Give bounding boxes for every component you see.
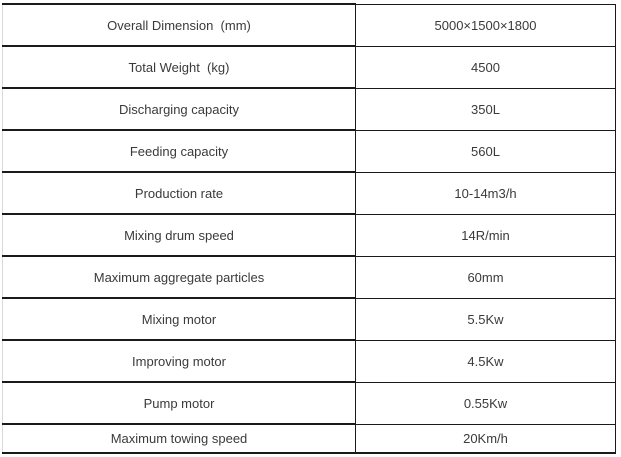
spec-value-production-rate: 10-14m3/h	[356, 172, 616, 214]
table-row	[3, 130, 616, 172]
spec-value-max-aggregate-particles: 60mm	[356, 256, 616, 298]
table-row	[3, 46, 616, 88]
specifications-table	[2, 3, 616, 454]
spec-label-improving-motor: Improving motor	[3, 340, 356, 382]
spec-value-mixing-drum-speed: 14R/min	[356, 214, 616, 256]
table-row	[3, 214, 616, 256]
spec-value-total-weight: 4500	[356, 46, 616, 88]
spec-value-improving-motor: 4.5Kw	[356, 340, 616, 382]
table-row	[3, 424, 616, 453]
spec-label-max-towing-speed: Maximum towing speed	[3, 424, 356, 453]
table-row	[3, 298, 616, 340]
table-row	[3, 340, 616, 382]
table-row	[3, 172, 616, 214]
spec-value-discharging-capacity: 350L	[356, 88, 616, 130]
spec-value-pump-motor: 0.55Kw	[356, 382, 616, 424]
spec-label-production-rate: Production rate	[3, 172, 356, 214]
spec-label-total-weight: Total Weight (kg)	[3, 46, 356, 88]
spec-value-overall-dimension: 5000×1500×1800	[356, 4, 616, 46]
table-row	[3, 4, 616, 46]
table-row	[3, 256, 616, 298]
spec-label-overall-dimension: Overall Dimension (mm)	[3, 4, 356, 46]
spec-value-mixing-motor: 5.5Kw	[356, 298, 616, 340]
spec-label-feeding-capacity: Feeding capacity	[3, 130, 356, 172]
spec-label-mixing-drum-speed: Mixing drum speed	[3, 214, 356, 256]
spec-value-feeding-capacity: 560L	[356, 130, 616, 172]
table-row	[3, 88, 616, 130]
spec-label-discharging-capacity: Discharging capacity	[3, 88, 356, 130]
spec-label-pump-motor: Pump motor	[3, 382, 356, 424]
spec-label-mixing-motor: Mixing motor	[3, 298, 356, 340]
spec-label-max-aggregate-particles: Maximum aggregate particles	[3, 256, 356, 298]
table-row	[3, 382, 616, 424]
spec-value-max-towing-speed: 20Km/h	[356, 424, 616, 453]
